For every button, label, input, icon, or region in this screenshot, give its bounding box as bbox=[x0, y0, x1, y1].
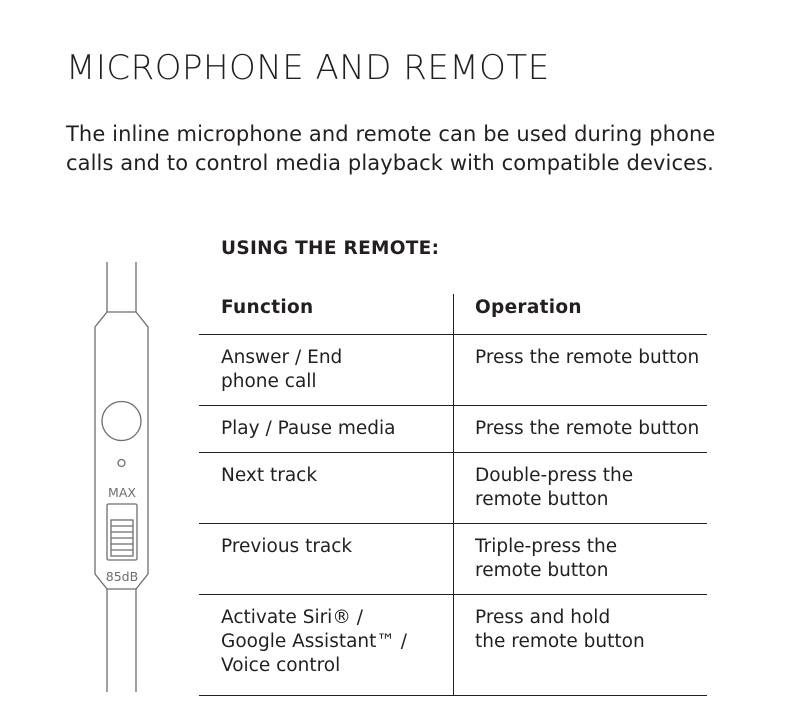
function-cell bbox=[199, 524, 454, 595]
operation-cell bbox=[454, 335, 708, 406]
operation-text: Triple-press the remote button bbox=[475, 536, 618, 581]
table-row bbox=[199, 524, 707, 595]
operation-cell bbox=[454, 453, 708, 524]
remote-body bbox=[95, 312, 148, 589]
table-header-row bbox=[199, 294, 707, 335]
function-text: Previous track bbox=[221, 536, 353, 557]
function-cell bbox=[199, 595, 454, 696]
inline-remote-illustration bbox=[80, 262, 180, 692]
intro-paragraph: The inline microphone and remote can be used during phone calls and to control media playback with compatible devices. bbox=[66, 122, 716, 175]
cable-bottom bbox=[107, 589, 136, 692]
function-text: Answer / End phone call bbox=[221, 347, 343, 392]
operation-cell bbox=[454, 524, 708, 595]
table-row bbox=[199, 595, 707, 696]
operation-text: Press the remote button bbox=[475, 347, 700, 368]
cable-top bbox=[107, 262, 136, 312]
operation-text: Press the remote button bbox=[475, 418, 700, 439]
function-text: Next track bbox=[221, 465, 318, 486]
microphone-hole-icon bbox=[118, 460, 125, 467]
operation-text: Double-press the remote button bbox=[475, 465, 634, 510]
volume-limit-label: 85dB bbox=[105, 569, 139, 584]
function-cell bbox=[199, 406, 454, 453]
function-text: Play / Pause media bbox=[221, 418, 396, 439]
remote-button-icon bbox=[102, 402, 141, 441]
function-column-header: Function bbox=[199, 294, 454, 335]
operation-cell bbox=[454, 406, 708, 453]
operation-column-header: Operation bbox=[475, 297, 582, 318]
function-text: Activate Siri® / Google Assistant™ / Voice control bbox=[221, 607, 408, 676]
table-row bbox=[199, 406, 707, 453]
operation-text: Press and hold the remote button bbox=[475, 607, 645, 652]
table-row bbox=[199, 453, 707, 524]
function-cell bbox=[199, 335, 454, 406]
section-heading: USING THE REMOTE: bbox=[221, 238, 440, 259]
operation-cell bbox=[454, 595, 708, 696]
table-row bbox=[199, 335, 707, 406]
remote-functions-table bbox=[199, 294, 707, 696]
max-volume-label: MAX bbox=[108, 485, 136, 500]
page-title: MICROPHONE AND REMOTE bbox=[66, 48, 550, 88]
function-cell bbox=[199, 453, 454, 524]
